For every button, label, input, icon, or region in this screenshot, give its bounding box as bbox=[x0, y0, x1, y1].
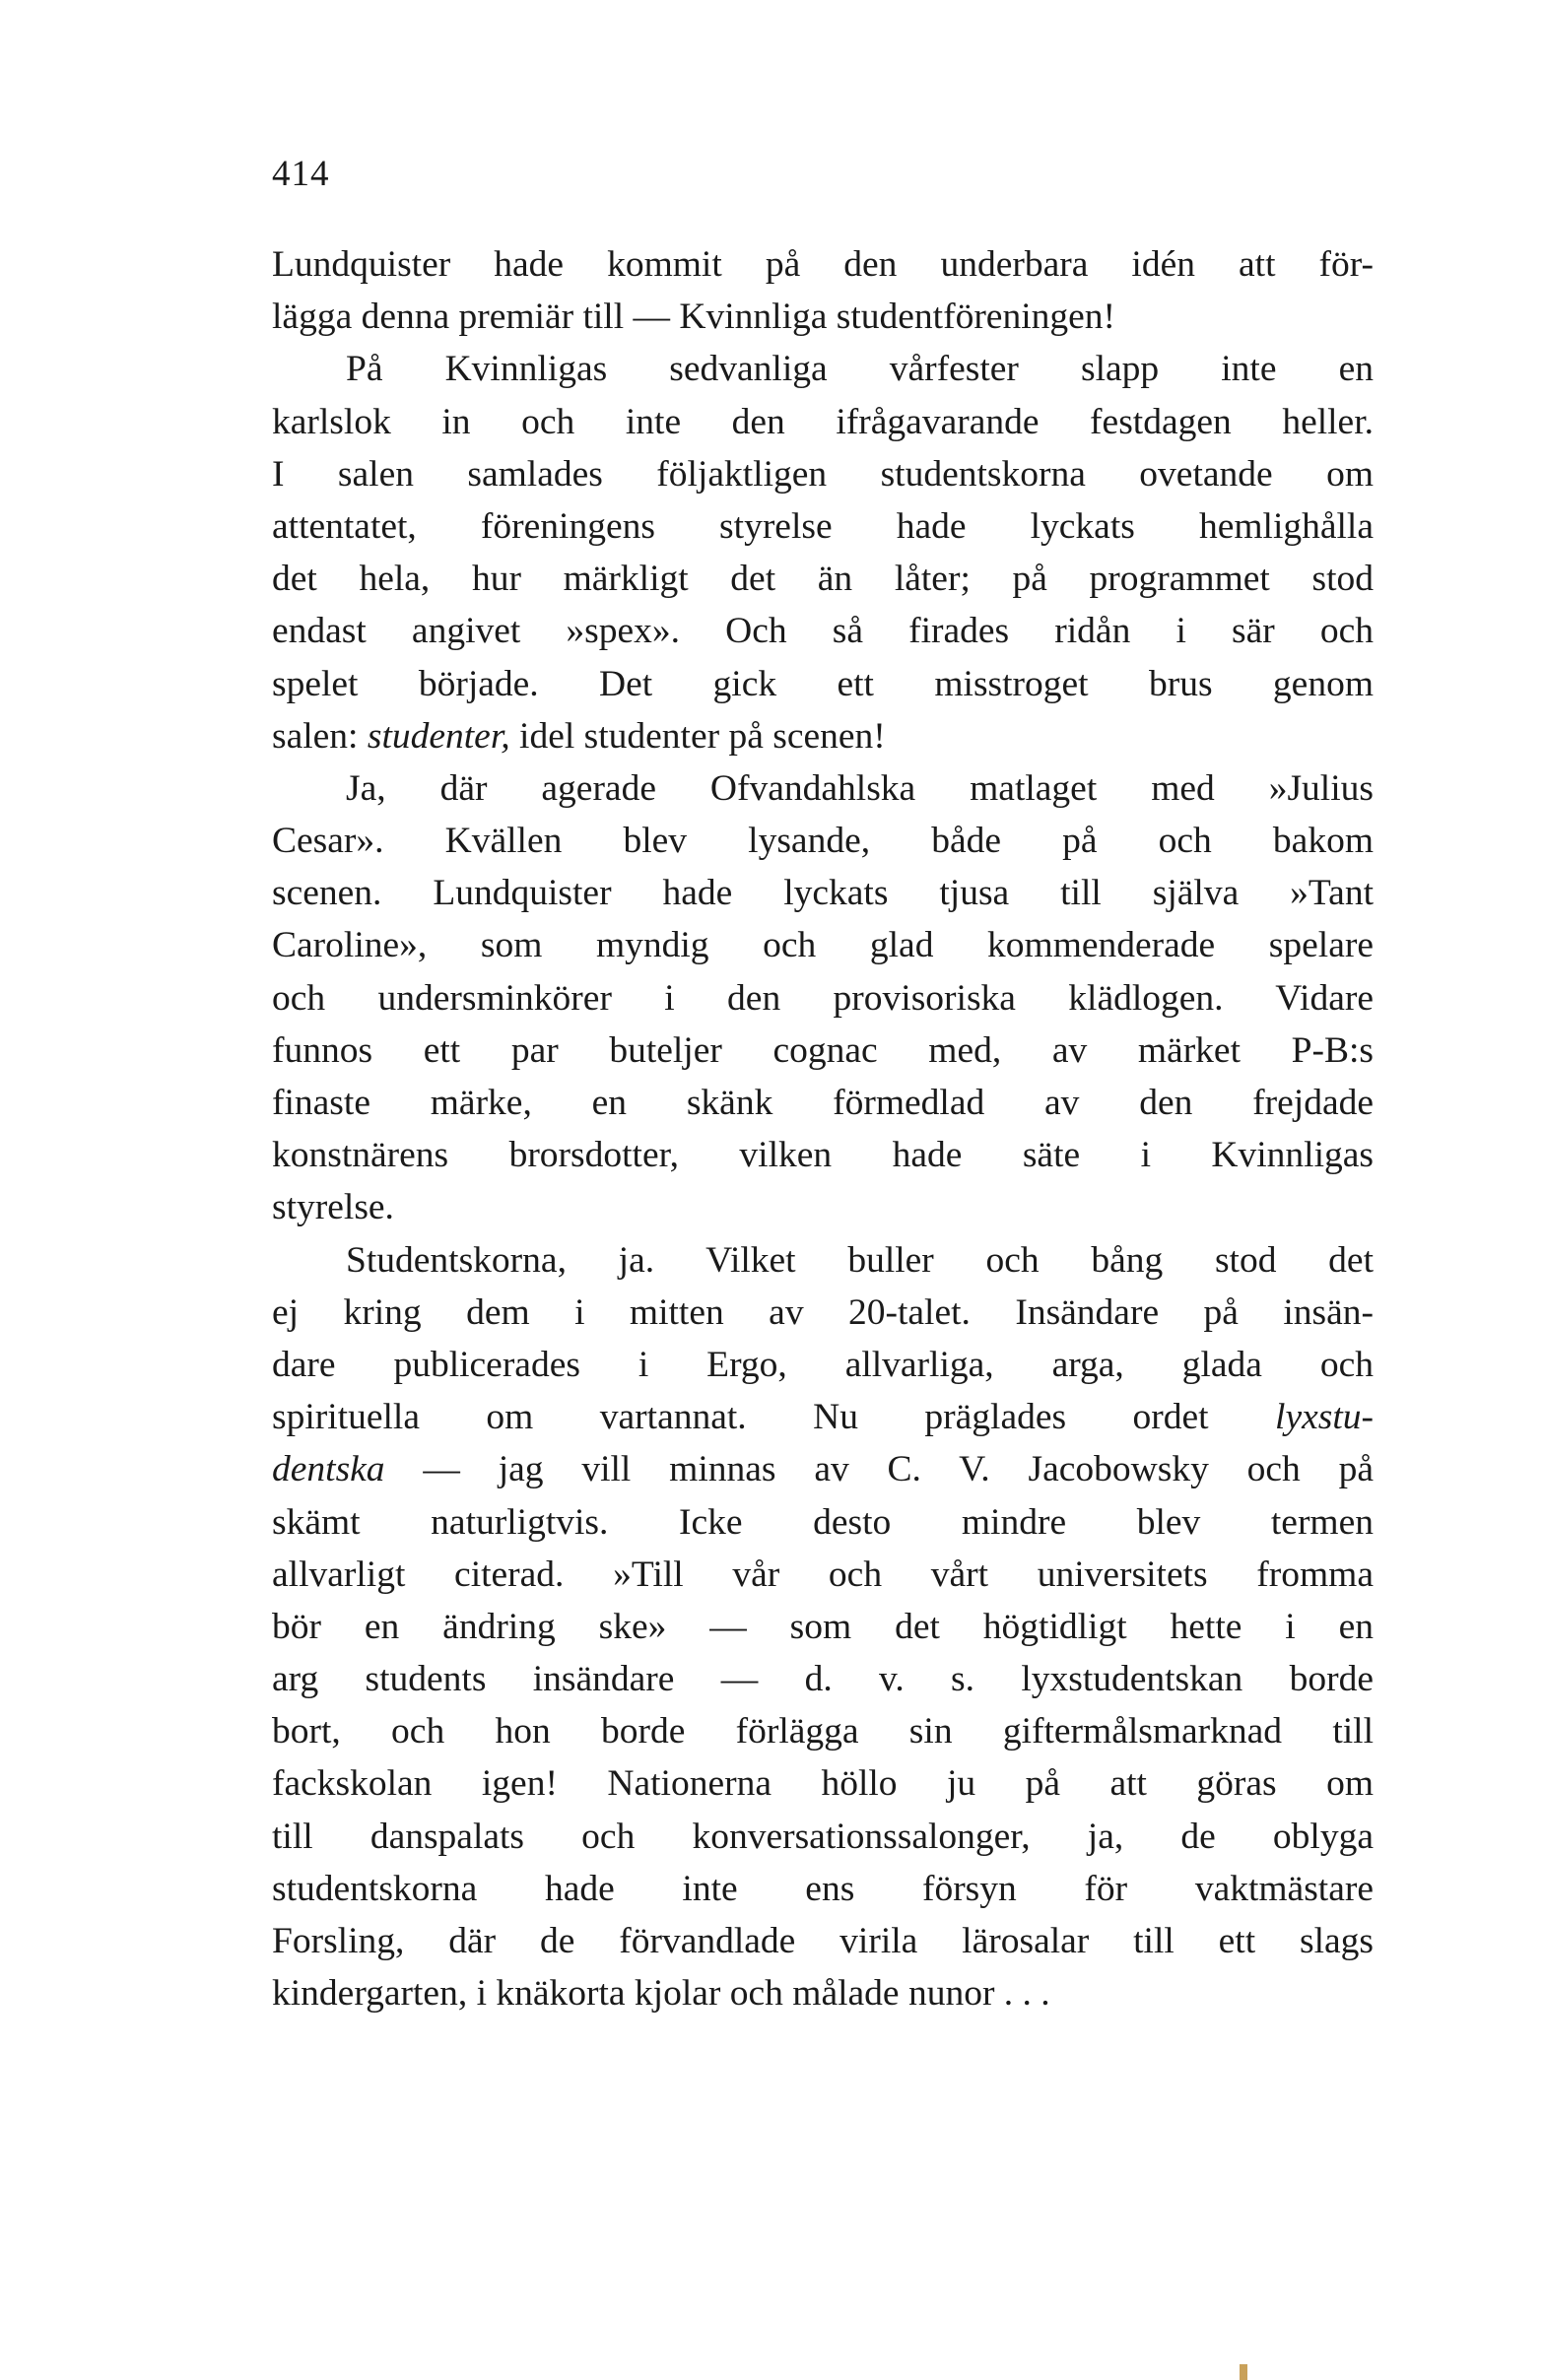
italic-word: lyxstu- bbox=[1275, 1397, 1374, 1438]
italic-word: studenter, bbox=[367, 715, 510, 757]
text-line bbox=[272, 1443, 1374, 1495]
text-line: Ja, där agerade Ofvandahlska matlaget med »Julius bbox=[346, 767, 1374, 809]
text-line: attentatet, föreningens styrelse hade lyckats hemlighålla bbox=[272, 505, 1374, 547]
text-line: Forsling, där de förvandlade virila lärosalar till ett slags bbox=[272, 1921, 1374, 1961]
text-line: fackskolan igen! Nationerna höllo ju på att göras om bbox=[272, 1763, 1374, 1805]
text-run: spirituella om vartannat. Nu präglades ordet bbox=[272, 1397, 1276, 1438]
text-line: På Kvinnligas sedvanliga vårfester slapp inte en bbox=[346, 349, 1374, 390]
text-run: salen: bbox=[272, 715, 368, 757]
text-line: styrelse. bbox=[272, 1187, 394, 1228]
text-line: kindergarten, i knäkorta kjolar och målade nunor . . . bbox=[272, 1973, 1050, 2015]
text-line: Lundquister hade kommit på den underbara idén att för- bbox=[272, 244, 1374, 285]
text-line: konstnärens brorsdotter, vilken hade säte i Kvinnligas bbox=[272, 1135, 1374, 1176]
text-line: Studentskorna, ja. Vilket buller och bång stod det bbox=[346, 1239, 1374, 1281]
text-line: Caroline», som myndig och glad kommenderade spelare bbox=[272, 925, 1374, 966]
text-line bbox=[272, 1391, 1374, 1443]
text-line: och undersminkörer i den provisoriska klädlogen. Vidare bbox=[272, 977, 1374, 1019]
body-text bbox=[272, 238, 1374, 2019]
text-line: arg students insändare — d. v. s. lyxstudentskan borde bbox=[272, 1659, 1374, 1700]
text-line: spelet började. Det gick ett misstroget brus genom bbox=[272, 663, 1374, 704]
text-line: bör en ändring ske» — som det högtidligt hette i en bbox=[272, 1606, 1374, 1647]
text-line: skämt naturligtvis. Icke desto mindre blev termen bbox=[272, 1501, 1374, 1543]
text-line: scenen. Lundquister hade lyckats tjusa till själva »Tant bbox=[272, 873, 1374, 914]
page-number: 414 bbox=[272, 154, 330, 194]
text-line: bort, och hon borde förlägga sin giftermålsmarknad till bbox=[272, 1711, 1374, 1752]
text-line: I salen samlades följaktligen studentskorna ovetande om bbox=[272, 453, 1374, 495]
text-line: lägga denna premiär till — Kvinnliga studentföreningen! bbox=[272, 297, 1115, 338]
page-edge-mark bbox=[1240, 2364, 1247, 2380]
text-line bbox=[272, 710, 1374, 762]
text-run: idel studenter på scenen! bbox=[509, 715, 886, 757]
text-line: till danspalats och konversationssalonger, ja, de oblyga bbox=[272, 1816, 1374, 1857]
text-line: endast angivet »spex». Och så firades ridån i sär och bbox=[272, 611, 1374, 652]
text-line: funnos ett par buteljer cognac med, av märket P-B:s bbox=[272, 1029, 1374, 1071]
text-line: det hela, hur märkligt det än låter; på programmet stod bbox=[272, 559, 1374, 600]
text-line: karlslok in och inte den ifrågavarande festdagen heller. bbox=[272, 401, 1374, 442]
italic-word: dentska bbox=[272, 1449, 385, 1490]
text-run: — jag vill minnas av C. V. Jacobowsky och på bbox=[384, 1449, 1374, 1490]
text-line: finaste märke, en skänk förmedlad av den frejdade bbox=[272, 1083, 1374, 1123]
text-line: dare publicerades i Ergo, allvarliga, arga, glada och bbox=[272, 1344, 1374, 1385]
text-line: studentskorna hade inte ens försyn för vaktmästare bbox=[272, 1868, 1374, 1909]
text-line: allvarligt citerad. »Till vår och vårt universitets fromma bbox=[272, 1554, 1374, 1595]
text-line: ej kring dem i mitten av 20-talet. Insändare på insän- bbox=[272, 1291, 1374, 1333]
text-line: Cesar». Kvällen blev lysande, både på och bakom bbox=[272, 821, 1374, 862]
